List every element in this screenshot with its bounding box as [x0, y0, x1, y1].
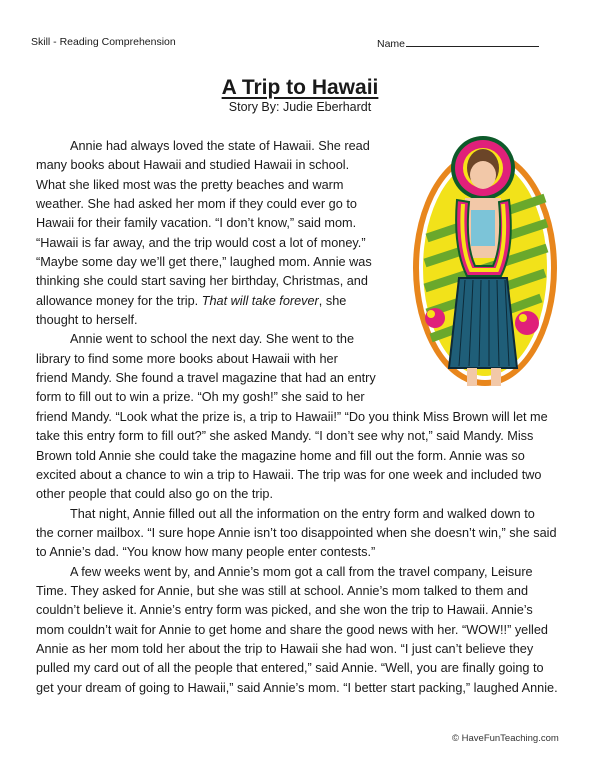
story-italic-text: That will take forever [201, 293, 319, 308]
story-line: take this entry form to fill out?” she asked Mandy. “I don’t see why not,” said Mandy. Miss [36, 429, 534, 444]
story-line: couldn’t believe it. Annie’s entry form was picked, and she won the trip to Hawaii. Annie’s [36, 603, 533, 618]
story-text: allowance money for the trip. [36, 293, 202, 308]
story-line: friend Mandy. “Look what the prize is, a trip to Hawaii!” “Do you think Miss Brown will let me [36, 409, 548, 424]
story-line: library to find some more books about Hawaii with her [36, 351, 338, 366]
story-line: Hawaii for their family vacation. “I don’t know,” said mom. [36, 216, 357, 231]
story-line: many books about Hawaii and studied Hawaii in school. [36, 158, 350, 173]
story-line: excited about a chance to win a trip to Hawaii. The trip was for one week and included two [36, 467, 542, 482]
story-line: form to fill out to win a prize. “Oh my gosh!” she said to her [36, 390, 365, 405]
name-label: Name [377, 38, 406, 50]
story-title: A Trip to Hawaii [221, 76, 379, 99]
story-line: Annie went to school the next day. She went to the [70, 332, 355, 347]
story-line: Annie as her mom told her about the trip to Hawaii she had won. “I just can’t believe they [36, 641, 534, 656]
name-blank-line[interactable] [406, 36, 539, 47]
story-line: thought to herself. [36, 313, 138, 328]
story-text: , she [318, 293, 347, 308]
story-line: Time. They asked for Annie, but she was still at school. Annie’s mom talked to them and [36, 583, 529, 598]
story-line: other people that could also go on the trip. [36, 487, 273, 502]
story-line: Annie had always loved the state of Hawaii. She read [70, 139, 370, 153]
story-line: to Annie’s dad. “You know how many people enter contests.” [36, 545, 376, 560]
story-byline: Story By: Judie Eberhardt [228, 100, 372, 114]
story-line: “Maybe some day we’ll get there,” laughed mom. Annie was [36, 255, 372, 270]
story-line: the corner mailbox. “I sure hope Annie isn’t too disappointed when she doesn’t win,” she said [36, 525, 557, 540]
story-line: friend Mandy. She found a travel magazine that had an entry [36, 371, 376, 386]
story-line: weather. She had asked her mom if they could ever go to [36, 197, 357, 212]
story-line: thinking she could start saving her birthday, Christmas, and [36, 274, 368, 289]
story-line [36, 292, 558, 311]
story-body [36, 137, 558, 698]
story-line: mom couldn’t wait for Annie to get home and share the good news with her. “WOW!!” yelled [36, 622, 548, 637]
story-line: A few weeks went by, and Annie’s mom got a call from the travel company, Leisure [70, 564, 533, 579]
story-line: pulled my card out of all the people that entered,” said Annie. “Well, you are finally going to [36, 661, 544, 676]
story-line: Brown told Annie she could take the magazine home and fill out the form. Annie was so [36, 448, 525, 463]
story-line: “Hawaii is far away, and the trip would cost a lot of money.” [36, 235, 366, 250]
skill-label: Skill - Reading Comprehension [31, 36, 176, 48]
story-line: What she liked most was the pretty beaches and warm [36, 177, 344, 192]
copyright-footer: © HaveFunTeaching.com [452, 733, 559, 744]
name-field[interactable] [377, 36, 539, 50]
story-line: That night, Annie filled out all the information on the entry form and walked down to [70, 506, 535, 521]
story-line: get your dream of going to Hawaii,” said Annie’s mom. “I better start packing,” laughed Annie. [36, 680, 558, 695]
